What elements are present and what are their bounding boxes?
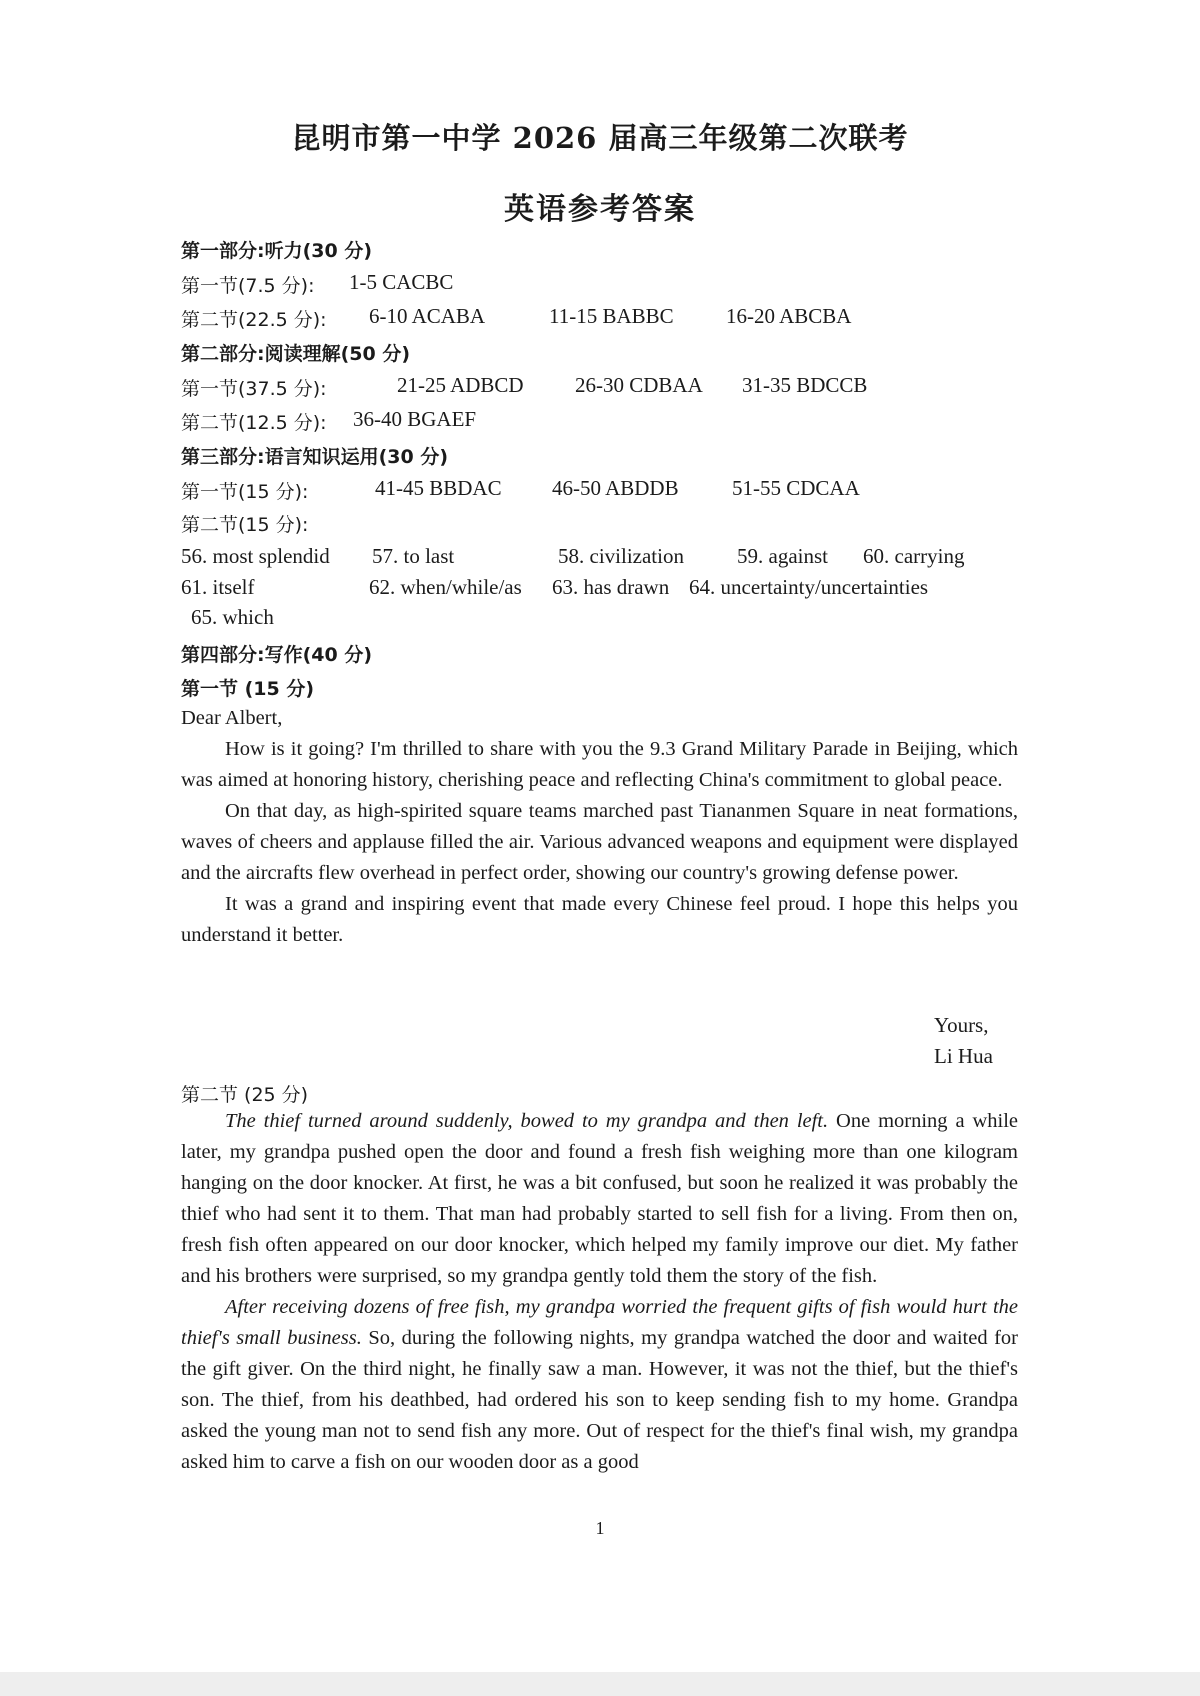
story-paragraph-2	[181, 1292, 1018, 1478]
answer-group: 1-5 CACBC	[349, 270, 454, 294]
answer-item: 61. itself	[181, 575, 255, 599]
part1-sec1-label: 第一节(7.5 分):	[181, 275, 315, 297]
answer-item: 63. has drawn	[552, 575, 670, 599]
story-lead-sentence: After receiving dozens of free fish, my grandpa worried the frequent gifts of fish would hurt the thief's small business.	[181, 1296, 1018, 1349]
letter-signature: Li Hua	[934, 1044, 993, 1068]
page-bottom-edge	[0, 1672, 1200, 1696]
answer-group: 51-55 CDCAA	[732, 476, 860, 500]
answer-group: 11-15 BABBC	[549, 304, 674, 328]
answer-item: 58. civilization	[558, 544, 684, 568]
answer-group: 16-20 ABCBA	[726, 304, 852, 328]
letter-paragraph: How is it going? I'm thrilled to share with you the 9.3 Grand Military Parade in Beijing, which was aimed at honoring history, cherishing peace and reflecting China's commitment to global peace.	[181, 738, 1018, 791]
part3-heading: 第三部分:语言知识运用(30 分)	[181, 446, 449, 468]
letter-paragraph: It was a grand and inspiring event that made every Chinese feel proud. I hope this helps you understand it better.	[181, 893, 1018, 946]
part1-heading: 第一部分:听力(30 分)	[181, 240, 373, 262]
page-number: 1	[595, 1518, 605, 1538]
sample-letter	[181, 703, 1018, 951]
answer-item: 59. against	[737, 544, 828, 568]
part4-sec2-label: 第二节 (25 分)	[181, 1084, 309, 1106]
part3-sec2-label: 第二节(15 分):	[181, 514, 309, 536]
letter-closing: Yours,	[934, 1013, 989, 1037]
answer-group: 31-35 BDCCB	[742, 373, 868, 397]
story-paragraph-1	[181, 1106, 1018, 1292]
answer-group: 46-50 ABDDB	[552, 476, 679, 500]
letter-paragraph: On that day, as high-spirited square teams marched past Tiananmen Square in neat formations, waves of cheers and applause filled the air. Various advanced weapons and equipment were displayed and the aircrafts flew overhead in perfect order, showing our country's growing defense power.	[181, 800, 1018, 884]
answer-item: 62. when/while/as	[369, 575, 522, 599]
story-body: One morning a while later, my grandpa pushed open the door and found a fresh fish weighing more than one kilogram hanging on the door knocker. At first, he was a bit confused, but soon he realized it was probably the thief who had sent it to them. That man had probably started to sell fish for a living. From then on, fresh fish often appeared on our door knocker, which helped my family improve our diet. My father and his brothers were surprised, so my grandpa gently told them the story of the fish.	[181, 1110, 1019, 1287]
letter-greeting: Dear Albert,	[181, 707, 283, 729]
answer-group: 26-30 CDBAA	[575, 373, 703, 397]
answer-group: 41-45 BBDAC	[375, 476, 502, 500]
story-body: So, during the following nights, my grandpa watched the door and waited for the gift giver. On the third night, he finally saw a man. However, it was not the thief, but the thief's son. The thief, from his deathbed, had ordered his son to keep sending fish to my home. Grandpa asked the young man not to send fish any more. Out of respect for the thief's final wish, my grandpa asked him to carve a fish on our wooden door as a good	[181, 1327, 1018, 1473]
answer-key-title: 英语参考答案	[504, 192, 696, 227]
part2-sec2-label: 第二节(12.5 分):	[181, 412, 327, 434]
answer-item: 60. carrying	[863, 544, 965, 568]
answer-group: 6-10 ACABA	[369, 304, 486, 328]
exam-title: 昆明市第一中学 2026 届高三年级第二次联考	[291, 121, 909, 155]
answer-group: 36-40 BGAEF	[353, 407, 477, 431]
answer-item: 56. most splendid	[181, 544, 330, 568]
part2-sec1-label: 第一节(37.5 分):	[181, 378, 327, 400]
answer-item: 57. to last	[372, 544, 455, 568]
story-lead-sentence: The thief turned around suddenly, bowed to my grandpa and then left.	[225, 1110, 829, 1132]
continuation-writing	[181, 1106, 1018, 1478]
answer-item: 64. uncertainty/uncertainties	[689, 575, 929, 599]
part4-heading: 第四部分:写作(40 分)	[181, 644, 373, 666]
part1-sec2-label: 第二节(22.5 分):	[181, 309, 327, 331]
answer-group: 21-25 ADBCD	[397, 373, 524, 397]
part4-sec1-label: 第一节 (15 分)	[181, 678, 315, 700]
answer-item: 65. which	[191, 605, 274, 629]
part2-heading: 第二部分:阅读理解(50 分)	[181, 343, 411, 365]
part3-sec1-label: 第一节(15 分):	[181, 481, 309, 503]
